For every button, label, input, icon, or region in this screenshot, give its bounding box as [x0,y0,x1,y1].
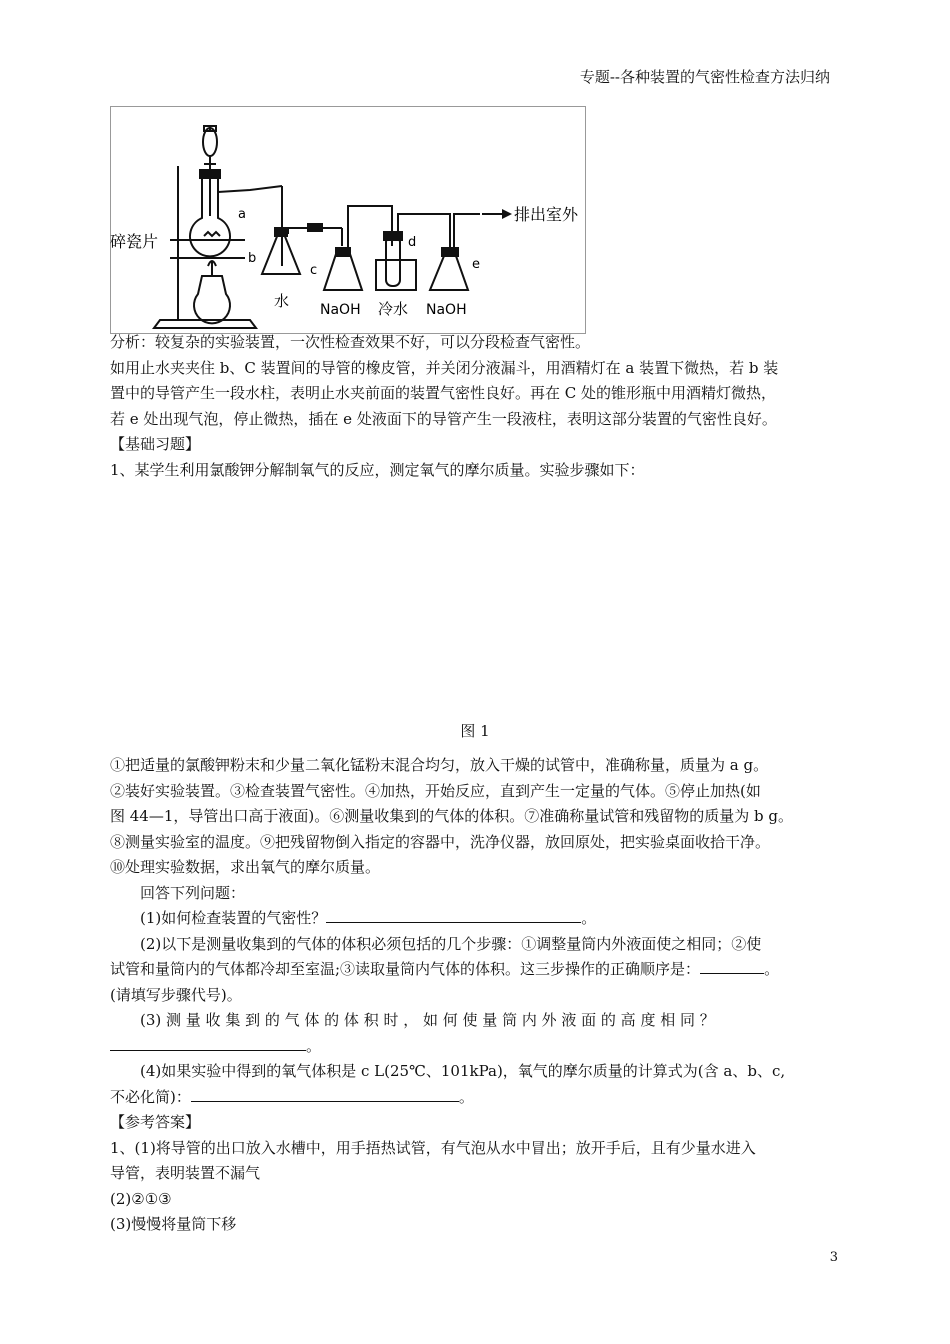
question-3-end: 。 [306,1036,322,1055]
question-2 [110,957,840,983]
apparatus-figure [110,106,586,334]
step-line: ①把适量的氯酸钾粉末和少量二氧化锰粉末混合均匀，放入干燥的试管中，准确称量，质量为 a g。 [110,756,769,774]
answer-3: (3)慢慢将量筒下移 [110,1215,237,1233]
answer-2: (2)②①③ [110,1189,172,1208]
questions-intro: 回答下列问题： [140,883,246,902]
figure-1-caption: 图 1 [460,722,490,740]
question-4-line: (4)如果实验中得到的氧气体积是 c L(25℃、101kPa)，氧气的摩尔质量的计算式为(含 a、b、c, [140,1062,786,1080]
label-b: b [248,251,257,266]
answer-blank-4[interactable] [191,1087,459,1102]
question-1 [110,906,840,932]
label-exhaust: 排出室外 [514,205,579,224]
question-4-end: 。 [458,1087,474,1106]
label-water: 水 [274,292,290,310]
step-line: ⑩处理实验数据，求出氧气的摩尔质量。 [110,858,381,876]
page-header-title: 专题--各种装置的气密性检查方法归纳 [579,68,830,86]
step-line: ⑧测量实验室的温度。⑨把残留物倒入指定的容器中，洗净仪器，放回原处，把实验桌面收拾干净。 [110,832,771,851]
question-3 [110,1034,840,1060]
label-naoh-1: NaOH [320,302,361,318]
step-line: ②装好实验装置。③检查装置气密性。④加热，开始反应，直到产生一定量的气体。⑤停止加热(如 [110,781,761,800]
question-2-text: 试管和量筒内的气体都冷却至室温;③读取量筒内气体的体积。这三步操作的正确顺序是： [110,960,701,978]
question-2-end: 。 [764,960,780,978]
steps-block [110,753,840,1238]
answer-1-line: 导管，表明装置不漏气 [110,1164,261,1182]
question-1-text: (1)如何检查装置的气密性？ [140,909,327,927]
question-4-text: 不必化简)： [110,1087,191,1106]
analysis-block [110,330,840,483]
question-1-end: 。 [581,909,597,927]
analysis-line: 若 e 处出现气泡，停止微热，插在 e 处液面下的导管产生一段液柱，表明这部分装置的气密性良好。 [110,409,777,428]
analysis-line: 分析：较复杂的实验装置，一次性检查效果不好，可以分段检查气密性。 [110,333,591,351]
question-1-intro: 1、某学生利用氯酸钾分解制氧气的反应，测定氧气的摩尔质量。实验步骤如下： [110,460,645,479]
question-4 [110,1085,840,1111]
answer-blank-1[interactable] [326,908,581,923]
label-cold-water: 冷水 [378,300,409,318]
answers-heading: 【参考答案】 [110,1113,201,1131]
page-number: 3 [829,1250,838,1265]
basic-heading: 【基础习题】 [110,435,201,453]
label-e: e [472,257,480,272]
step-line: 图 44—1，导管出口高于液面)。⑥测量收集到的气体的体积。⑦准确称量试管和残留物的质量为 b g。 [110,807,793,825]
question-2-line: (2)以下是测量收集到的气体的体积必须包括的几个步骤：①调整量筒内外液面使之相同；②使 [140,934,762,953]
question-2-note: (请填写步骤代号)。 [110,985,242,1004]
analysis-line: 如用止水夹夹住 b、C 装置间的导管的橡皮管，并关闭分液漏斗，用酒精灯在 a 装置下微热，若 b 装 [110,358,779,377]
label-porcelain: 碎瓷片 [110,232,159,251]
label-d: d [408,235,417,250]
answer-blank-3[interactable] [110,1036,306,1051]
question-3-line: (3) 测 量 收 集 到 的 气 体 的 体 积 时 ， 如 何 使 量 筒 内 外 液 面 的 高 度 相 同 ？ [140,1011,715,1029]
answer-blank-2[interactable] [700,959,764,974]
answer-1-line: 1、(1)将导管的出口放入水槽中，用手捂热试管，有气泡从水中冒出；放开手后，且有少量水进入 [110,1138,756,1157]
label-c: c [310,263,318,278]
label-a: a [238,207,246,222]
label-naoh-2: NaOH [426,302,467,318]
analysis-line: 置中的导管产生一段水柱，表明止水夹前面的装置气密性良好。再在 C 处的锥形瓶中用酒精灯微热， [110,384,777,402]
